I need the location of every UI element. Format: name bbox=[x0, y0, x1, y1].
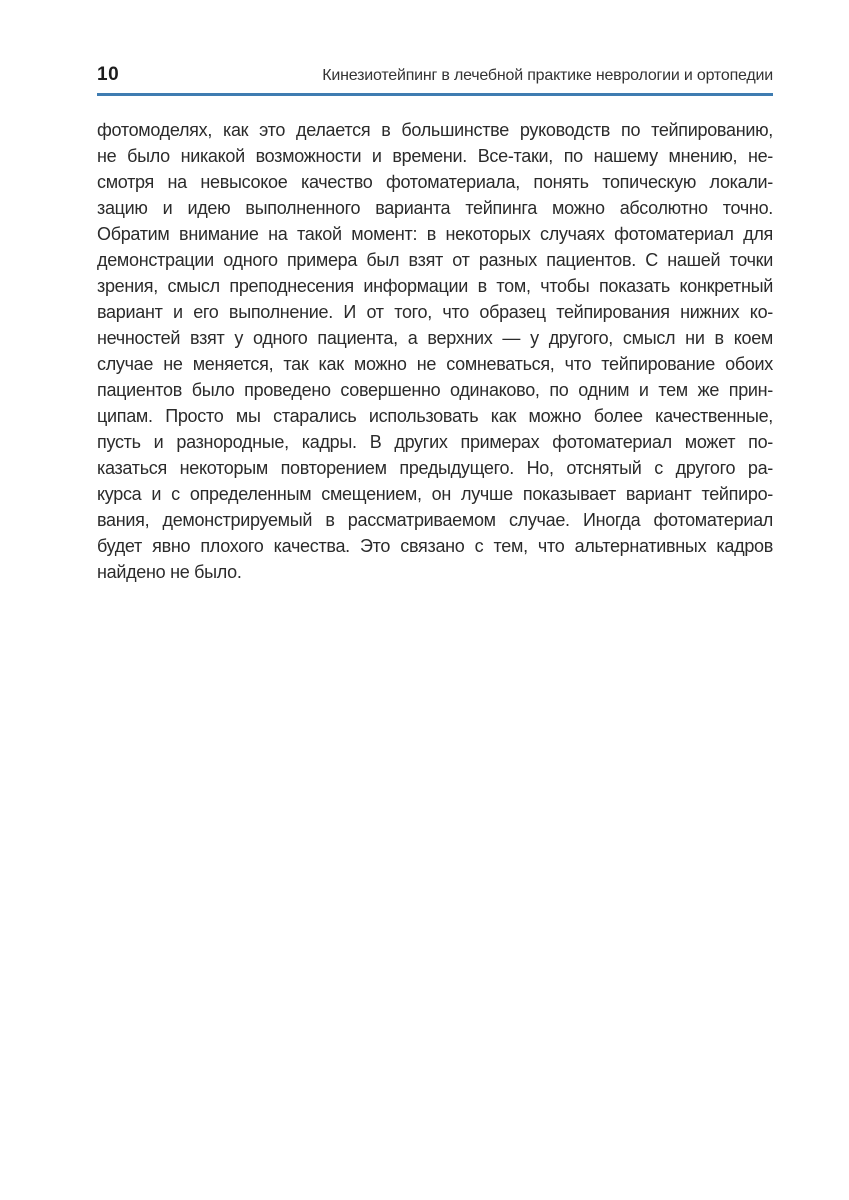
text-line: пациентов было проведено совершенно одинаково, по одним и тем же прин- bbox=[97, 380, 773, 400]
text-line: Обратим внимание на такой момент: в некоторых случаях фотоматериал для bbox=[97, 224, 773, 244]
page-number: 10 bbox=[97, 64, 120, 85]
running-header bbox=[97, 64, 773, 86]
text-line: смотря на невысокое качество фотоматериала, понять топическую локали- bbox=[97, 172, 773, 192]
text-line: нечностей взят у одного пациента, а верхних — у другого, смысл ни в коем bbox=[97, 328, 773, 348]
text-line: курса и с определенным смещением, он лучше показывает вариант тейпиро- bbox=[97, 484, 773, 504]
text-line: ципам. Просто мы старались использовать как можно более качественные, bbox=[97, 406, 773, 426]
text-line: не было никакой возможности и времени. Все-таки, по нашему мнению, не- bbox=[97, 146, 773, 166]
text-line: демонстрации одного примера был взят от разных пациентов. С нашей точки bbox=[97, 250, 773, 270]
text-line: зрения, смысл преподнесения информации в том, чтобы показать конкретный bbox=[97, 276, 773, 296]
text-line: пусть и разнородные, кадры. В других примерах фотоматериал может по- bbox=[97, 432, 773, 452]
text-line: фотомоделях, как это делается в большинстве руководств по тейпированию, bbox=[97, 120, 773, 140]
text-line: найдено не было. bbox=[97, 562, 242, 582]
text-line: вания, демонстрируемый в рассматриваемом случае. Иногда фотоматериал bbox=[97, 510, 773, 530]
running-title: Кинезиотейпинг в лечебной практике неврологии и ортопедии bbox=[322, 67, 773, 84]
text-line: казаться некоторым повторением предыдущего. Но, отснятый с другого ра- bbox=[97, 458, 773, 478]
body-text bbox=[97, 117, 773, 585]
text-line: зацию и идею выполненного варианта тейпинга можно абсолютно точно. bbox=[97, 198, 773, 218]
header-rule bbox=[97, 93, 773, 96]
text-line: случае не меняется, так как можно не сомневаться, что тейпирование обоих bbox=[97, 354, 773, 374]
text-line: вариант и его выполнение. И от того, что образец тейпирования нижних ко- bbox=[97, 302, 773, 322]
text-line: будет явно плохого качества. Это связано с тем, что альтернативных кадров bbox=[97, 536, 773, 556]
